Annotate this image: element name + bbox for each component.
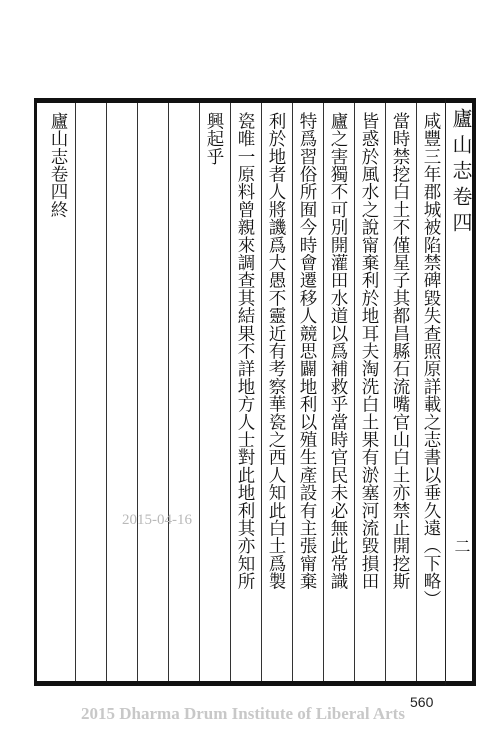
- column-rule: [106, 103, 107, 681]
- text-column-6: 利於地者人將譏爲大愚不靈近有考察華瓷之西人知此白土爲製: [266, 112, 286, 590]
- text-column-5: 特爲習俗所囿今時會遷移人競思闢地利以殖生產設有主張甯棄: [297, 112, 317, 590]
- column-rule: [354, 103, 355, 681]
- text-column-7: 瓷唯一原料曾親來調查其結果不詳地方人士對此地利其亦知所: [235, 112, 255, 590]
- text-column-8: 興起乎: [204, 112, 224, 166]
- column-rule: [261, 103, 262, 681]
- column-rule: [230, 103, 231, 681]
- page-number: 560: [410, 694, 434, 710]
- column-rule: [137, 103, 138, 681]
- column-rule: [385, 103, 386, 681]
- text-column-3: 皆惑於風水之說甯棄利於地耳夫淘洗白土果有淤塞河流毀損田: [359, 112, 379, 590]
- text-column-4: 廬之害獨不可別開灌田水道以爲補救乎當時官民未必無此常識: [328, 112, 348, 590]
- watermark: 2015 Dharma Drum Institute of Liberal Arts: [81, 704, 405, 723]
- column-rule: [199, 103, 200, 681]
- volume-end-marker: 廬山志卷四終: [48, 112, 68, 219]
- column-rule: [75, 103, 76, 681]
- margin-title: 廬山志卷四: [449, 108, 473, 238]
- column-rule: [168, 103, 169, 681]
- column-rule: [416, 103, 417, 681]
- margin-page-number: 二: [452, 538, 471, 554]
- column-rule: [292, 103, 293, 681]
- column-rule: [323, 103, 324, 681]
- text-column-1: 咸豐三年郡城被陷禁碑毀失查照原詳載之志書以垂久遠（下略）: [421, 112, 441, 608]
- date-stamp: 2015-04-16: [122, 512, 192, 528]
- text-column-2: 當時禁挖白土不僅星子其都昌縣石流嘴官山白土亦禁止開挖斯: [390, 112, 410, 590]
